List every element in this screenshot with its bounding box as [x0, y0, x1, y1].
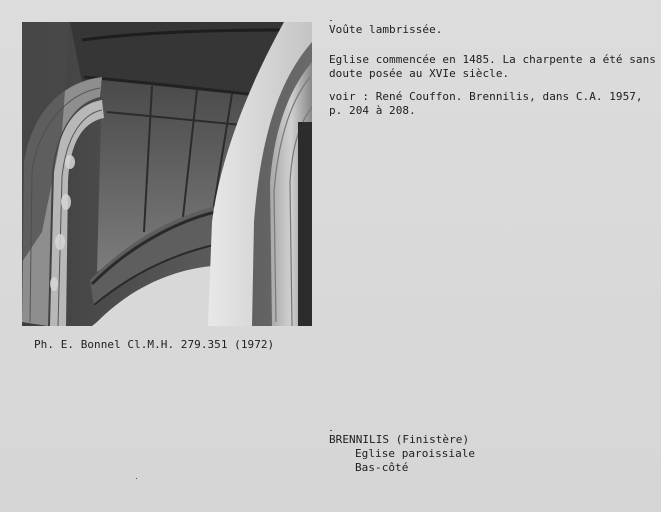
- reference-line: p. 204 à 208.: [329, 104, 416, 117]
- description-line: doute posée au XVIe siècle.: [329, 67, 510, 80]
- location-block: [329, 433, 475, 475]
- photo-credit: Ph. E. Bonnel Cl.M.H. 279.351 (1972): [34, 338, 275, 351]
- annotation-mark: [330, 20, 332, 21]
- annotation-mark: [330, 430, 332, 431]
- description: [329, 53, 656, 81]
- bibliographic-reference: [329, 90, 643, 118]
- location-place: BRENNILIS (Finistère): [329, 433, 470, 446]
- card-title: Voûte lambrissée.: [329, 23, 443, 36]
- annotation-mark: [136, 478, 137, 479]
- reference-line: voir : René Couffon. Brennilis, dans C.A. 1957,: [329, 90, 643, 103]
- location-part: Bas-côté: [355, 461, 409, 474]
- description-line: Eglise commencée en 1485. La charpente a été sans: [329, 53, 656, 66]
- location-building: Eglise paroissiale: [355, 447, 476, 460]
- vault-photograph: [22, 22, 312, 326]
